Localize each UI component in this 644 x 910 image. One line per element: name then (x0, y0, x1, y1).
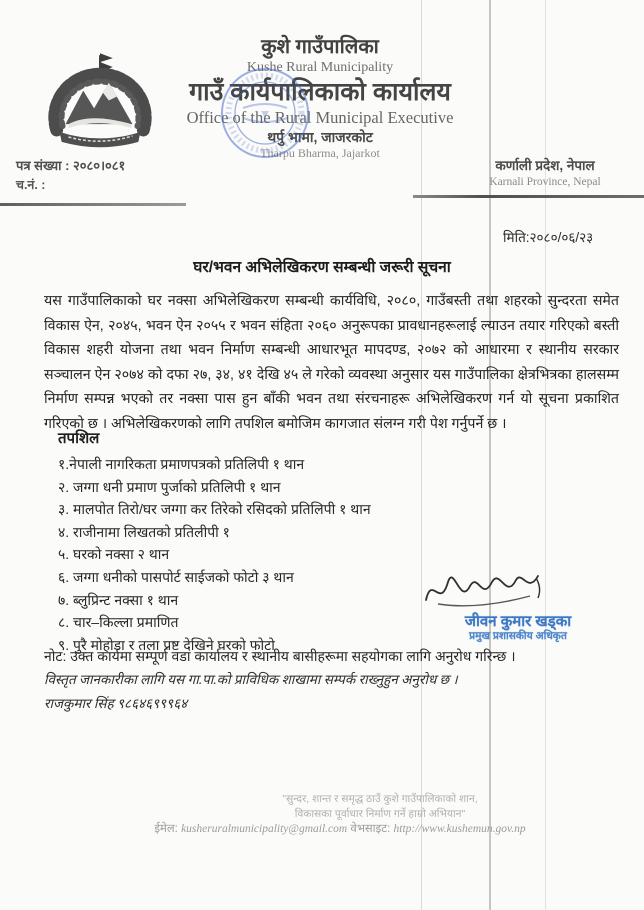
list-item: १.नेपाली नागरिकता प्रमाणपत्रको प्रतिलिपी १ थान (58, 456, 305, 472)
list-item: ४. राजीनामा लिखतको प्रतिलीपी १ (58, 523, 230, 540)
handwritten-signature (418, 566, 554, 612)
website-url: http://www.kushemun.gov.np (393, 823, 526, 835)
note-line: विस्तृत जानकारीका लागि यस गा.पा.को प्राविधिक शाखामा सम्पर्क राख्नुहुन अनुरोध छ । (44, 672, 458, 687)
letter-number: पत्र संख्या : २०८०।०८१ (16, 158, 126, 173)
dispatch-number: च.नं. : (16, 177, 46, 192)
details-section (58, 428, 478, 656)
reference-block (16, 157, 125, 194)
office-name-english: Office of the Rural Municipal Executive (186, 107, 454, 127)
list-item: ६. जग्गा धनीको पासपोर्ट साईजको फोटो ३ थान (58, 568, 294, 585)
email-address: kusheruralmunicipality@gmail.com (181, 823, 348, 835)
province-english: Karnali Province, Nepal (489, 175, 601, 188)
nepal-coat-of-arms-emblem (36, 44, 164, 160)
province-nepali: कर्णाली प्रदेश, नेपाल (495, 158, 595, 173)
signatory-name-stamp: जीवन कुमार खड्का (464, 613, 572, 630)
motto-line: "सुन्दर, शान्त र समृद्ध ठाउँ कुशे गाउँपालिकाको शान, (282, 793, 478, 805)
list-item: ९. पुरै मोहोडा र तला प्रष्ट देखिने घरको फोटो (58, 636, 275, 653)
municipality-name-nepali: कुशे गाउँपालिका (261, 36, 379, 58)
note-line: नोट: उक्त कार्यमा सम्पूर्ण वडा कार्यालय र स्थानीय बासीहरूमा सहयोगका लागि अनुरोध गरिन्छ । (44, 648, 516, 664)
contact-person-line: राजकुमार सिंह ९८६४६९९९६४ (44, 696, 188, 711)
office-address-english: Tharpu Bharma, Jajarkot (260, 145, 380, 160)
list-item: ३. मालपोत तिरो/घर जग्गा कर तिरेको रसिदको प्रतिलिपी १ थान (58, 501, 371, 518)
subject-line: घर/भवन अभिलेखिकरण सम्बन्धी जरूरी सूचना (193, 259, 451, 276)
body-paragraph: यस गाउँपालिकाको घर नक्सा अभिलेखिकरण सम्बन्धी कार्यविधि, २०८०, गाउँबस्ती तथा शहरको सुन्दरता समेत विकास ऐन, २०४५, भवन ऐन २०५५ र भवन संहिता २०६० अनुरूपका प्रावधानहरूलाई ल्याउन तयार गरिएको बस्ती विकास शहरी योजना तथा भवन निर्माण सम्बन्धी आधारभूत मापदण्ड, २०७२ को आधारमा र स्थानीय सरकार सञ्चालन ऐन २०७४ को दफा २७, ३४, ४१ देखि ४५ ले गरेको व्यवस्था अनुसार यस गाउँपालिका क्षेत्रभित्रका हालसम्म निर्माण सम्पन्न भएको तर नक्सा पास हुन बाँकी भवन तथा संरचनाहरू अभिलेखिकरण गर्न यो सूचना प्रकाशित गरिएको छ । अभिलेखिकरणको लागि तपशिल बमोजिम कागजात संलग्न गरी पेश गर्नुपर्ने छ । (44, 293, 619, 432)
letter-date: मिति:२०८०/०६/२३ (503, 230, 594, 245)
municipality-name-english: Kushe Rural Municipality (246, 59, 394, 75)
website-label: वेभसाइट: (350, 823, 391, 835)
letterhead (160, 36, 480, 160)
list-item: ७. ब्लुप्रिन्ट नक्सा १ थान (58, 591, 179, 608)
details-heading: तपशिल (58, 430, 100, 447)
office-name-nepali: गाउँ कार्यपालिकाको कार्यालय (189, 78, 451, 107)
footer-motto (150, 792, 610, 821)
email-label: ईमेल: (154, 823, 178, 835)
footer-contact-line (60, 821, 620, 836)
blue-round-office-seal (219, 66, 311, 160)
scan-edge-line (0, 203, 186, 206)
list-item: २. जग्गा धनी प्रमाण पुर्जाको प्रतिलिपी १ थान (58, 478, 281, 495)
office-address-nepali: थर्पु भामा, जाजरकोट (267, 129, 373, 146)
list-item: ८. चार–किल्ला प्रमाणित (58, 614, 179, 631)
list-item: ५. घरको नक्सा २ थान (58, 546, 170, 563)
fold-line (489, 0, 491, 910)
fold-line (545, 0, 546, 910)
province-block (452, 157, 638, 189)
motto-line: विकासका पूर्वाधार निर्माण गर्ने हाम्रो अभियान" (294, 807, 466, 820)
scan-edge-line (413, 195, 644, 198)
signatory-designation-stamp: प्रमुख प्रशासकीय अधिकृत (469, 630, 567, 642)
